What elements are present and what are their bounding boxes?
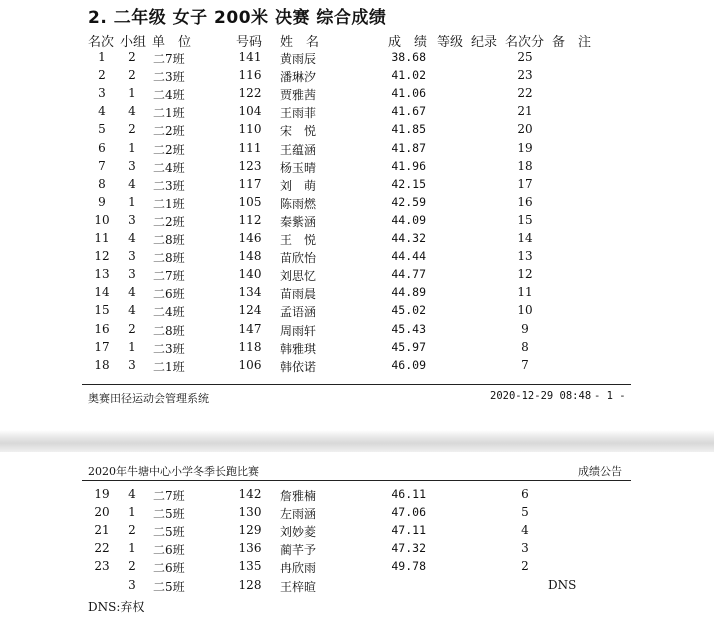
cell-result: 42.15	[391, 176, 426, 191]
cell-number: 110	[238, 122, 262, 137]
cell-result: 47.32	[391, 541, 426, 556]
cell-unit: 二4班	[153, 160, 185, 175]
cell-result: 41.87	[391, 140, 426, 155]
cell-group: 1	[128, 86, 136, 101]
cell-unit: 二2班	[153, 142, 185, 157]
header-rank: 名次	[88, 35, 115, 50]
cell-unit: 二5班	[153, 579, 185, 594]
cell-number: 106	[238, 357, 262, 372]
cell-number: 134	[238, 285, 262, 300]
table-row	[0, 322, 714, 340]
cell-name: 蔺芊予	[280, 543, 317, 558]
cell-points: 15	[517, 212, 533, 227]
cell-points: 18	[517, 158, 533, 173]
cell-result: 41.85	[391, 122, 426, 137]
cell-group: 3	[128, 158, 136, 173]
cell-name: 冉欣雨	[280, 561, 317, 576]
cell-name: 刘思忆	[280, 269, 317, 284]
table-row	[0, 50, 714, 68]
cell-result: 41.67	[391, 104, 426, 119]
cell-points: 20	[517, 122, 533, 137]
cell-number: 148	[238, 249, 262, 264]
cell-name: 宋 悦	[280, 124, 317, 139]
table-row	[0, 285, 714, 303]
cell-name: 杨玉晴	[280, 160, 317, 175]
header-unit: 单 位	[152, 35, 192, 50]
cell-group: 4	[128, 285, 136, 300]
cell-number: 123	[238, 158, 262, 173]
table-row	[0, 86, 714, 104]
cell-result: 44.32	[391, 231, 426, 245]
cell-points: 12	[517, 267, 533, 282]
cell-name: 周雨轩	[280, 323, 317, 338]
cell-group: 4	[128, 176, 136, 191]
cell-group: 2	[128, 559, 136, 574]
cell-note: DNS	[548, 577, 577, 592]
table-row	[0, 340, 714, 358]
cell-rank: 13	[94, 267, 110, 282]
cell-rank: 22	[94, 541, 110, 556]
cell-points: 17	[517, 176, 533, 191]
table-row	[0, 541, 714, 559]
cell-rank: 18	[94, 357, 110, 372]
cell-rank: 7	[98, 158, 106, 173]
cell-unit: 二8班	[153, 251, 185, 266]
cell-rank: 1	[98, 50, 106, 64]
cell-number: 140	[238, 267, 262, 282]
cell-number: 135	[238, 559, 262, 574]
cell-number: 104	[238, 104, 262, 119]
cell-result: 49.78	[391, 559, 426, 574]
cell-group: 4	[128, 303, 136, 318]
cell-result: 44.89	[391, 285, 426, 300]
header-result: 成 绩	[388, 35, 428, 50]
footer-divider	[82, 384, 631, 385]
cell-unit: 二8班	[153, 233, 185, 247]
cell-group: 4	[128, 487, 136, 501]
cell-number: 105	[238, 194, 262, 209]
cell-number: 118	[238, 339, 262, 354]
table-row	[0, 141, 714, 159]
cell-result: 45.97	[391, 339, 426, 354]
cell-rank: 6	[98, 140, 106, 155]
cell-points: 5	[521, 505, 529, 520]
cell-group: 3	[128, 267, 136, 282]
cell-unit: 二6班	[153, 561, 185, 576]
table-row	[0, 559, 714, 577]
cell-rank: 10	[94, 212, 110, 227]
page-break	[0, 430, 714, 452]
cell-result: 45.02	[391, 303, 426, 318]
cell-group: 1	[128, 194, 136, 209]
cell-number: 112	[238, 212, 262, 227]
cell-name: 苗欣怡	[280, 251, 317, 266]
cell-group: 3	[128, 577, 136, 592]
cell-number: 124	[238, 303, 262, 318]
footer-page-number: - 1 -	[594, 390, 626, 402]
cell-points: 14	[517, 231, 533, 245]
table-row	[0, 505, 714, 523]
header-group: 小组	[120, 35, 147, 50]
cell-unit: 二2班	[153, 124, 185, 139]
cell-number: 130	[238, 505, 262, 520]
cell-rank: 14	[94, 285, 110, 300]
cell-name: 黄雨辰	[280, 52, 317, 66]
cell-rank: 15	[94, 303, 110, 318]
cell-name: 王梓暄	[280, 579, 317, 594]
cell-points: 7	[521, 357, 529, 372]
cell-rank: 16	[94, 321, 110, 336]
cell-name: 王雨菲	[280, 106, 317, 121]
table-row	[0, 267, 714, 285]
cell-number: 136	[238, 541, 262, 556]
cell-unit: 二6班	[153, 543, 185, 558]
cell-rank: 19	[94, 487, 110, 501]
table-row	[0, 487, 714, 505]
header-number: 号码	[236, 35, 263, 50]
cell-group: 1	[128, 505, 136, 520]
cell-unit: 二5班	[153, 525, 185, 540]
cell-name: 孟语涵	[280, 305, 317, 320]
cell-result: 44.77	[391, 267, 426, 282]
table-row	[0, 358, 714, 376]
cell-group: 4	[128, 104, 136, 119]
notice-label: 成绩公告	[578, 465, 622, 478]
cell-number: 141	[238, 50, 262, 64]
cell-points: 21	[517, 104, 533, 119]
cell-result: 46.11	[391, 487, 426, 501]
cell-name: 詹雅楠	[280, 489, 317, 503]
cell-rank: 11	[94, 231, 110, 245]
table-row	[0, 231, 714, 249]
cell-unit: 二3班	[153, 70, 185, 85]
cell-group: 2	[128, 321, 136, 336]
cell-result: 44.44	[391, 249, 426, 264]
cell-number: 128	[238, 577, 262, 592]
cell-points: 13	[517, 249, 533, 264]
cell-name: 秦紫涵	[280, 214, 317, 229]
header-points: 名次分	[505, 35, 545, 50]
cell-rank: 20	[94, 505, 110, 520]
cell-unit: 二1班	[153, 196, 185, 211]
cell-name: 陈雨燃	[280, 196, 317, 211]
cell-unit: 二7班	[153, 52, 185, 66]
cell-unit: 二4班	[153, 305, 185, 320]
legend-note: DNS:弃权	[88, 600, 145, 614]
cell-rank: 5	[98, 122, 106, 137]
cell-points: 19	[517, 140, 533, 155]
cell-rank: 21	[94, 523, 110, 538]
cell-number: 142	[238, 487, 262, 501]
cell-rank: 12	[94, 249, 110, 264]
cell-unit: 二7班	[153, 269, 185, 284]
cell-points: 10	[517, 303, 533, 318]
cell-points: 11	[517, 285, 533, 300]
cell-points: 22	[517, 86, 533, 101]
table-row	[0, 122, 714, 140]
cell-result: 41.96	[391, 158, 426, 173]
table-row	[0, 523, 714, 541]
header-note: 备 注	[552, 35, 592, 50]
cell-points: 25	[517, 50, 533, 64]
table-row	[0, 249, 714, 267]
cell-points: 3	[521, 541, 529, 556]
table-row	[0, 68, 714, 86]
table-row	[0, 303, 714, 321]
cell-result: 46.09	[391, 357, 426, 372]
cell-number: 116	[238, 68, 262, 83]
cell-unit: 二6班	[153, 287, 185, 302]
cell-result: 45.43	[391, 321, 426, 336]
cell-unit: 二7班	[153, 489, 185, 503]
cell-result: 42.59	[391, 194, 426, 209]
cell-number: 117	[238, 176, 262, 191]
cell-rank: 4	[98, 104, 106, 119]
cell-number: 122	[238, 86, 262, 101]
cell-name: 刘 萌	[280, 178, 317, 193]
cell-name: 贾雅茜	[280, 88, 317, 103]
cell-group: 2	[128, 68, 136, 83]
cell-unit: 二3班	[153, 178, 185, 193]
footer-timestamp: 2020-12-29 08:48	[490, 390, 592, 402]
cell-rank: 23	[94, 559, 110, 574]
cell-points: 9	[521, 321, 529, 336]
cell-group: 3	[128, 249, 136, 264]
cell-result: 44.09	[391, 212, 426, 227]
cell-result: 47.06	[391, 505, 426, 520]
cell-number: 146	[238, 231, 262, 245]
cell-points: 4	[521, 523, 529, 538]
cell-name: 韩依诺	[280, 359, 317, 374]
cell-name: 刘妙菱	[280, 525, 317, 540]
header-grade: 等级	[437, 35, 464, 50]
cell-points: 6	[521, 487, 529, 501]
cell-group: 2	[128, 122, 136, 137]
cell-group: 1	[128, 339, 136, 354]
cell-group: 2	[128, 50, 136, 64]
table-row	[0, 159, 714, 177]
cell-name: 苗雨晨	[280, 287, 317, 302]
cell-unit: 二5班	[153, 507, 185, 522]
table-row	[0, 578, 714, 596]
cell-points: 23	[517, 68, 533, 83]
cell-points: 2	[521, 559, 529, 574]
cell-unit: 二8班	[153, 323, 185, 338]
cell-result: 47.11	[391, 523, 426, 538]
cell-name: 左雨涵	[280, 507, 317, 522]
cell-unit: 二2班	[153, 214, 185, 229]
table-row	[0, 177, 714, 195]
cell-number: 111	[238, 140, 262, 155]
table-row	[0, 104, 714, 122]
cell-unit: 二1班	[153, 359, 185, 374]
footer-system: 奥赛田径运动会管理系统	[88, 392, 209, 405]
competition-name: 2020年牛塘中心小学冬季长跑比赛	[88, 465, 259, 478]
cell-points: 8	[521, 339, 529, 354]
cell-points: 16	[517, 194, 533, 209]
cell-unit: 二1班	[153, 106, 185, 121]
cell-result: 38.68	[391, 50, 426, 64]
header-name: 姓 名	[280, 35, 320, 50]
cell-rank: 8	[98, 176, 106, 191]
cell-result: 41.02	[391, 68, 426, 83]
page2-header-divider	[82, 480, 631, 481]
table-row	[0, 195, 714, 213]
cell-group: 3	[128, 357, 136, 372]
table-row	[0, 213, 714, 231]
cell-rank: 17	[94, 339, 110, 354]
cell-group: 3	[128, 212, 136, 227]
cell-name: 王蕴涵	[280, 142, 317, 157]
cell-rank: 3	[98, 86, 106, 101]
cell-result: 41.06	[391, 86, 426, 101]
cell-number: 147	[238, 321, 262, 336]
cell-unit: 二3班	[153, 341, 185, 356]
cell-number: 129	[238, 523, 262, 538]
page-title: 2. 二年级 女子 200米 决赛 综合成绩	[88, 8, 387, 28]
cell-name: 韩雅琪	[280, 341, 317, 356]
cell-rank: 2	[98, 68, 106, 83]
cell-group: 2	[128, 523, 136, 538]
cell-name: 王 悦	[280, 233, 317, 247]
cell-rank: 9	[98, 194, 106, 209]
cell-group: 1	[128, 140, 136, 155]
header-record: 纪录	[471, 35, 498, 50]
cell-unit: 二4班	[153, 88, 185, 103]
cell-name: 潘琳汐	[280, 70, 317, 85]
cell-group: 1	[128, 541, 136, 556]
cell-group: 4	[128, 231, 136, 245]
